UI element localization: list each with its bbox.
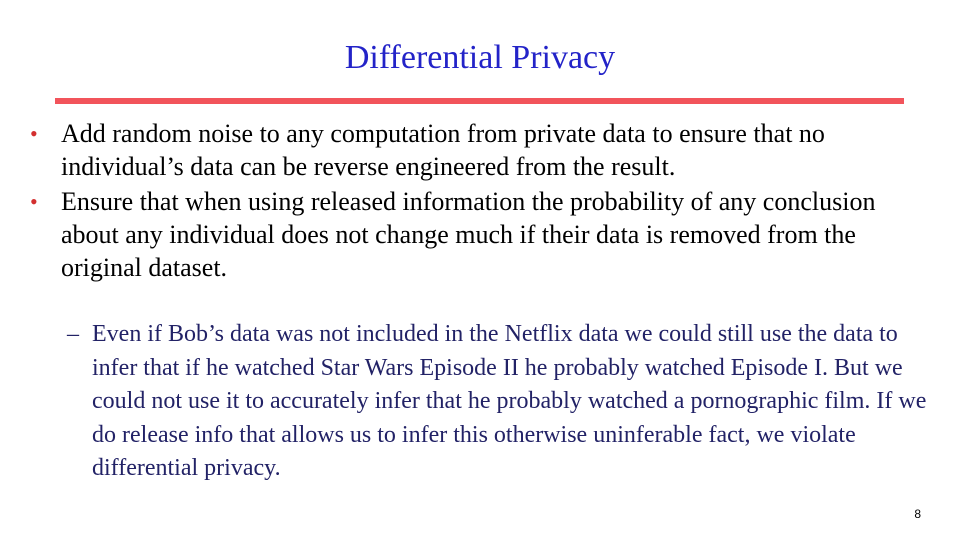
bullet-list: [30, 117, 930, 284]
bullet-item: [30, 185, 930, 284]
page-number: 8: [914, 507, 921, 521]
bullet-text: Ensure that when using released information the probability of any conclusion about any individual does not change much if their data is removed from the original dataset.: [61, 187, 876, 282]
bullet-text: Add random noise to any computation from private data to ensure that no individual’s data can be reverse engineered from the result.: [61, 119, 825, 181]
bullet-marker: •: [30, 121, 38, 146]
sub-bullet-marker: –: [67, 321, 79, 347]
bullet-item: [30, 117, 930, 183]
slide-title: Differential Privacy: [344, 39, 616, 76]
title-divider: [55, 98, 904, 104]
sub-bullet-item: [67, 318, 927, 486]
bullet-marker: •: [30, 189, 38, 214]
sub-bullet-text: Even if Bob’s data was not included in the Netflix data we could still use the data to infer that if he watched Star Wars Episode II he probably watched Episode I. But we could not use it to accurately infer that he probably watched a pornographic film. If we do release info that allows us to infer this otherwise uninferable fact, we violate differential privacy.: [92, 321, 927, 481]
